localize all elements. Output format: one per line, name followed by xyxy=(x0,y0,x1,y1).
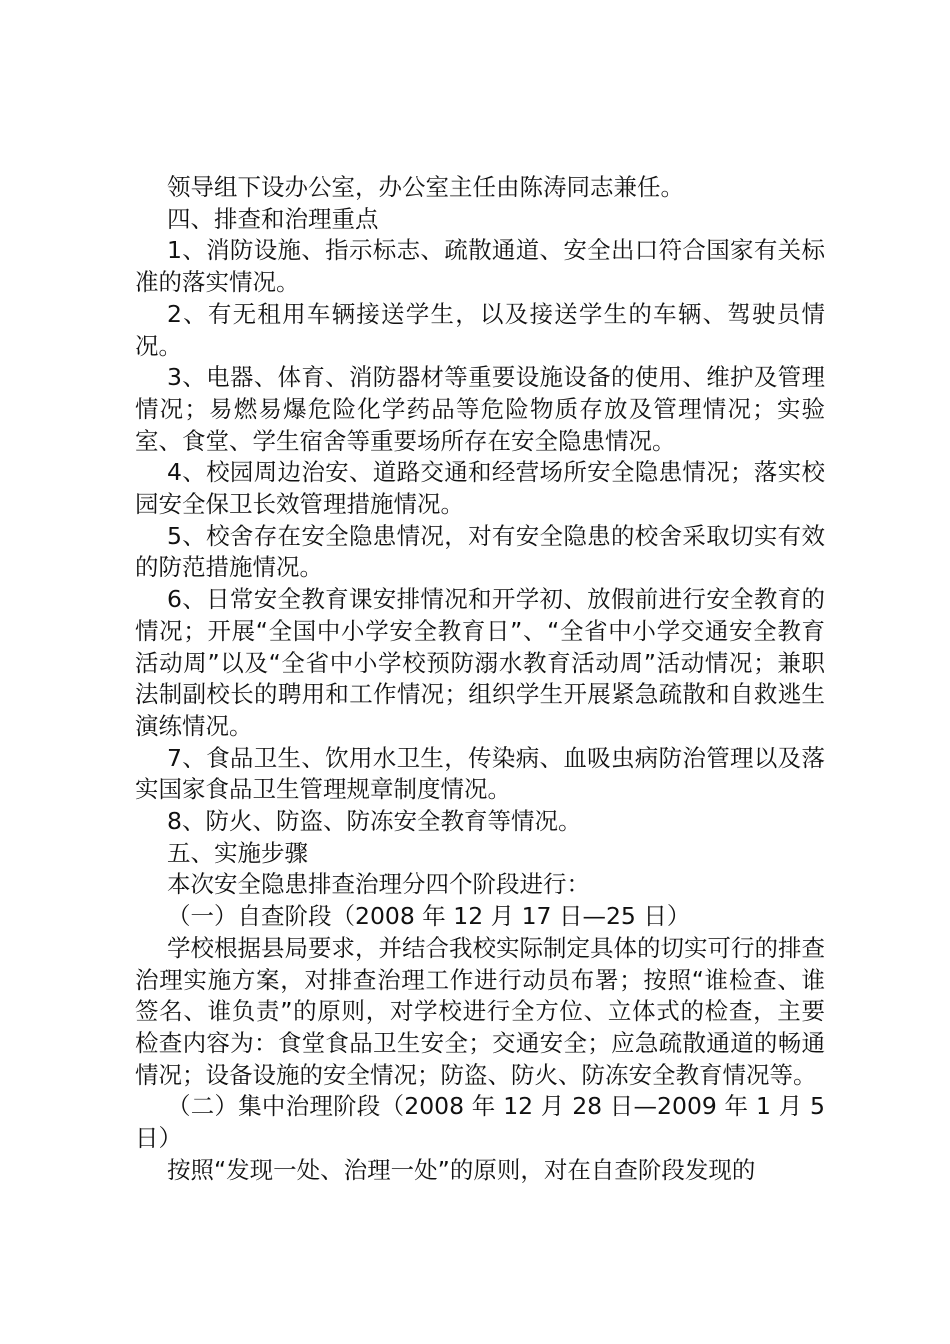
paragraph-item-2: 2、有无租用车辆接送学生，以及接送学生的车辆、驾驶员情况。 xyxy=(135,299,825,360)
paragraph-item-7: 7、食品卫生、饮用水卫生，传染病、血吸虫病防治管理以及落实国家食品卫生管理规章制度情况。 xyxy=(135,743,825,804)
paragraph-office-setup: 领导组下设办公室，办公室主任由陈涛同志兼任。 xyxy=(167,173,684,201)
paragraph-item-3: 3、电器、体育、消防器材等重要设施设备的使用、维护及管理情况；易燃易爆危险化学药品等危险物质存放及管理情况；实验室、食堂、学生宿舍等重要场所存在安全隐患情况。 xyxy=(135,363,825,455)
paragraph-item-8: 8、防火、防盗、防冻安全教育等情况。 xyxy=(167,807,582,836)
paragraph-item-4: 4、校园周边治安、道路交通和经营场所安全隐患情况；落实校园安全保卫长效管理措施情况。 xyxy=(135,458,825,519)
paragraph-phase-two: 按照“发现一处、治理一处”的原则，对在自查阶段发现的 xyxy=(167,1155,756,1184)
heading-section-four: 四、排查和治理重点 xyxy=(167,204,379,233)
heading-phase-two: （二）集中治理阶段（2008 年 12 月 28 日—2009 年 1 月 5 日） xyxy=(135,1092,825,1153)
paragraph-phases-intro: 本次安全隐患排查治理分四个阶段进行： xyxy=(167,870,590,899)
heading-section-five: 五、实施步骤 xyxy=(167,838,308,867)
paragraph-item-6: 6、日常安全教育课安排情况和开学初、放假前进行安全教育的情况；开展“全国中小学安全教育日”、“全省中小学交通安全教育活动周”以及“全省中小学校预防溺水教育活动周”活动情况；兼职法制副校长的聘用和工作情况；组织学生开展紧急疏散和自救逃生演练情况。 xyxy=(135,585,825,740)
document-body xyxy=(135,172,825,1187)
paragraph-item-5: 5、校舍存在安全隐患情况，对有安全隐患的校舍采取切实有效的防范措施情况。 xyxy=(135,521,825,582)
paragraph-item-1: 1、消防设施、指示标志、疏散通道、安全出口符合国家有关标准的落实情况。 xyxy=(135,236,825,297)
heading-phase-one: （一）自查阶段（2008 年 12 月 17 日—25 日） xyxy=(167,902,691,931)
paragraph-phase-one: 学校根据县局要求，并结合我校实际制定具体的切实可行的排查治理实施方案，对排查治理工作进行动员布署；按照“谁检查、谁签名、谁负责”的原则，对学校进行全方位、立体式的检查，主要检查内容为：食堂食品卫生安全；交通安全；应急疏散通道的畅通情况；设备设施的安全情况；防盗、防火、防冻安全教育情况等。 xyxy=(135,933,825,1089)
